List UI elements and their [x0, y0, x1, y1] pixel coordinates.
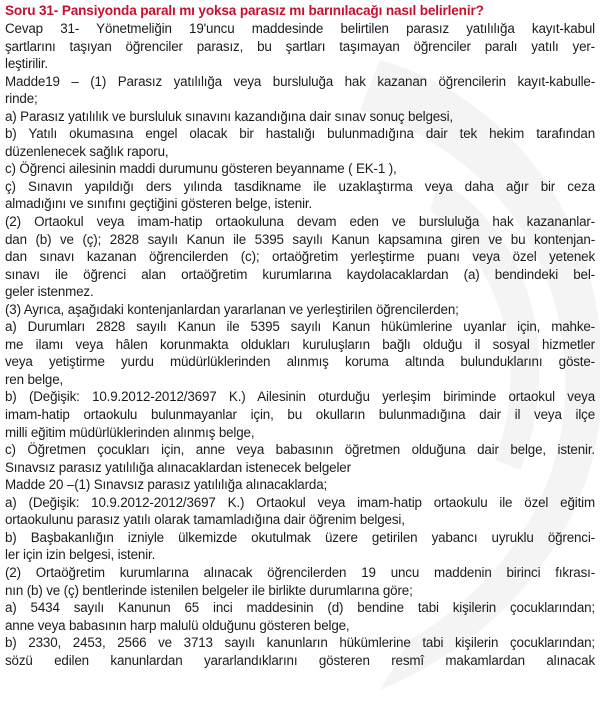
- text-line: a) Durumları 2828 sayılı Kanun ile 5395 sayılı Kanun hükümlerine uyanlar için, mahke-: [5, 319, 595, 335]
- question-heading: Soru 31- Pansiyonda paralı mı yoksa parasız mı barınılacağı nasıl belirlenir?: [5, 3, 484, 18]
- text-line: ler için izin belgesi, istenir.: [5, 547, 156, 563]
- text-line: rinde;: [5, 91, 38, 107]
- text-line: ren belge,: [5, 371, 64, 387]
- text-line: (2) Ortaöğretim kurumlarına alınacak öğrencilerden 19 uncu maddenin birinci fıkrası-: [5, 564, 595, 580]
- text-line: ç) Sınavın yapıldığı ders yılında tasdikname ile uzaklaştırma veya daha ağır bir ceza: [5, 178, 595, 194]
- text-line: c) Öğretmen çocukları için, anne veya babasının öğretmen olduğuna dair belge, istenir.: [5, 442, 595, 458]
- text-line: b) 2330, 2453, 2566 ve 3713 sayılı kanunların hükümlerine tabi kişilerin çocuklarından;: [5, 635, 595, 651]
- text-line: ortaokulunu parasız yatılı olarak tamamladığına dair öğrenim belgesi,: [5, 512, 405, 528]
- text-line: me ilamı veya hâlen korunmakta oldukları kuruluşların bağlı olduğu il sosyal hizmetler: [5, 336, 595, 352]
- text-line: b) (Değişik: 10.9.2012-2012/3697 K.) Ailesinin oturduğu yerleşim biriminde ortaokul veya: [5, 389, 595, 405]
- text-line: Madde19 – (1) Parasız yatılılığa veya bursluluğa hak kazanan öğrencilerin kayıt-kabulle-: [5, 73, 595, 89]
- text-line: geler istenmez.: [5, 284, 94, 300]
- text-line: Cevap 31- Yönetmeliğin 19'uncu maddesinde belirtilen parasız yatılılığa kayıt-kabul: [5, 21, 595, 36]
- text-line: (3) Ayrıca, aşağıdaki kontenjanlardan yararlanan ve yerleştirilen öğrencilerden;: [5, 301, 459, 317]
- text-line: leştirilir.: [5, 56, 48, 72]
- text-line: a) 5434 sayılı Kanunun 65 inci maddesinin (d) bendine tabi kişilerin çocuklarından;: [5, 600, 595, 616]
- text-line: (2) Ortaokul veya imam-hatip ortaokuluna devam eden ve bursluluğa hak kazananlar-: [5, 214, 595, 230]
- text-line: düzenlenecek sağlık raporu,: [5, 143, 169, 159]
- text-line: veya yetiştirme yurdu müdürlüklerinden alınmış koruma altında bulunduklarını göste-: [5, 354, 595, 370]
- text-line: Sınavsız parasız yatılılığa alınacaklardan istenecek belgeler: [5, 459, 351, 475]
- text-line: a) Parasız yatılılık ve bursluluk sınavını kazandığına dair sınav sonuç belgesi,: [5, 108, 453, 124]
- text-line: sözü edilen kanunlardan yararlandıklarını gösteren resmî makamlardan alınacak: [5, 652, 595, 668]
- text-line: c) Öğrenci ailesinin maddi durumunu gösteren beyanname ( EK-1 ),: [5, 161, 397, 177]
- text-line: nın (b) ve (ç) bentlerinde istenilen belgeler ile birlikte durumlarına göre;: [5, 582, 413, 598]
- document-page: [5, 2, 595, 669]
- text-line: milli eğitim müdürlüklerinden alınmış belge,: [5, 424, 255, 440]
- text-line: almadığını ve sınıfını geçtiğini gösteren belge, istenir.: [5, 196, 313, 212]
- text-line: sınavı ile öğrenci alan ortaöğretim kurumlarına kaydolacaklardan (a) bendindeki bel-: [5, 266, 595, 282]
- text-line: b) Yatılı okumasına engel olacak bir hastalığı bulunmadığına dair tek hekim tarafından: [5, 126, 595, 142]
- text-line: dan (b) ve (ç); 2828 sayılı Kanun ile 5395 sayılı Kanun kapsamına giren ve bu kontenjan-: [5, 231, 595, 247]
- text-line: dan sınavı kazanan öğrencilerden (c); ortaöğretim yerleştirme puanı veya özel yetenek: [5, 249, 595, 265]
- answer-text: [5, 20, 595, 669]
- text-line: şartlarını taşıyan öğrenciler parasız, bu şartları taşımayan öğrenciler paralı yatılı yer-: [5, 38, 595, 54]
- text-line: Madde 20 –(1) Sınavsız parasız yatılılığa alınacaklarda;: [5, 477, 328, 493]
- text-line: anne veya babasının harp malulü olduğunu gösteren belge,: [5, 617, 350, 633]
- text-line: imam-hatip ortaokulu bulunmayanlar için, bu okulların bulunmadığına dair il veya ilçe: [5, 407, 595, 423]
- text-line: b) Başbakanlığın izniyle ülkemizde okutulmak üzere getirilen yabancı uyruklu öğrenci-: [5, 529, 595, 545]
- text-line: a) (Değişik: 10.9.2012-2012/3697 K.) Ortaokul veya imam-hatip ortaokulu ile özel eğitim: [5, 494, 595, 510]
